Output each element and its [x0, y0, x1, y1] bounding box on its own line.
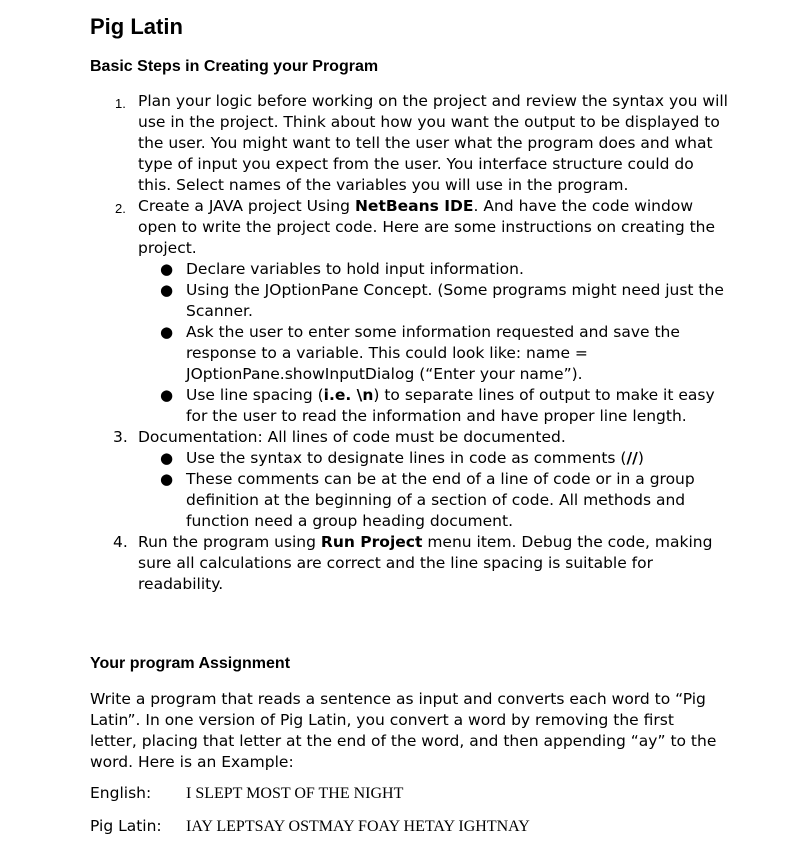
- section-heading-assignment: Your program Assignment: [90, 655, 291, 672]
- page-title: Pig Latin: [90, 14, 183, 39]
- step-text: Create a JAVA project Using NetBeans IDE. And have the code window open to write the project code. Here are some instructions on creating the project.: [138, 197, 716, 257]
- example-english-label: English:: [90, 784, 152, 802]
- bullet-item: ● Declare variables to hold input information.: [160, 260, 524, 278]
- steps-list: [90, 91, 730, 595]
- step-text: Documentation: All lines of code must be documented.: [138, 428, 566, 446]
- bullet-dot-icon: ●: [160, 323, 174, 341]
- bullet-dot-icon: ●: [160, 470, 174, 488]
- step-3-bullets: [138, 448, 730, 532]
- step-2-bullets: [138, 259, 730, 427]
- assignment-paragraph: Write a program that reads a sentence as input and converts each word to “Pig Latin”. In one version of Pig Latin, you convert a word by removing the first letter, placing that letter at the end of the word, and then appending “ay” to the word. Here is an Example:: [90, 690, 717, 771]
- bullet-dot-icon: ●: [160, 386, 174, 404]
- example-pig-latin-value: IAY LEPTSAY OSTMAY FOAY HETAY IGHTNAY: [186, 818, 530, 835]
- bullet-item: ● Use line spacing (i.e. \n) to separate lines of output to make it easy for the user to read the information and have proper line length.: [160, 386, 715, 425]
- step-item-2: [90, 196, 730, 427]
- bullet-item: ● Using the JOptionPane Concept. (Some programs might need just the Scanner.: [160, 281, 724, 320]
- bullet-dot-icon: ●: [160, 260, 174, 278]
- bullet-item: ● Ask the user to enter some information requested and save the response to a variable. This could look like: name = JOptionPane.showInputDialog (“Enter your name”).: [160, 323, 680, 383]
- step-number: 4.: [113, 533, 128, 551]
- step-item-1: [90, 91, 730, 196]
- example-pig-latin-label: Pig Latin:: [90, 817, 162, 835]
- bullet-dot-icon: ●: [160, 281, 174, 299]
- bullet-dot-icon: ●: [160, 449, 174, 467]
- bullet-item: ● Use the syntax to designate lines in code as comments (//): [160, 449, 644, 467]
- step-item-3: [90, 427, 730, 532]
- step-text: Plan your logic before working on the project and review the syntax you will use in the project. Think about how you want the output to be displayed to the user. You might want to tell the user what the program does and what type of input you expect from the user. You interface structure could do this. Select names of the variables you will use in the program.: [138, 92, 728, 194]
- step-number: 1.: [115, 96, 126, 111]
- bullet-item: ● These comments can be at the end of a line of code or in a group definition at the beginning of a section of code. All methods and function need a group heading document.: [160, 470, 695, 530]
- step-text: Run the program using Run Project menu item. Debug the code, making sure all calculations are correct and the line spacing is suitable for readability.: [138, 533, 713, 593]
- step-item-4: [90, 532, 730, 595]
- example-english-value: I SLEPT MOST OF THE NIGHT: [186, 785, 404, 802]
- section-heading-basic-steps: Basic Steps in Creating your Program: [90, 58, 379, 75]
- step-number: 3.: [113, 428, 128, 446]
- step-number: 2.: [115, 201, 126, 216]
